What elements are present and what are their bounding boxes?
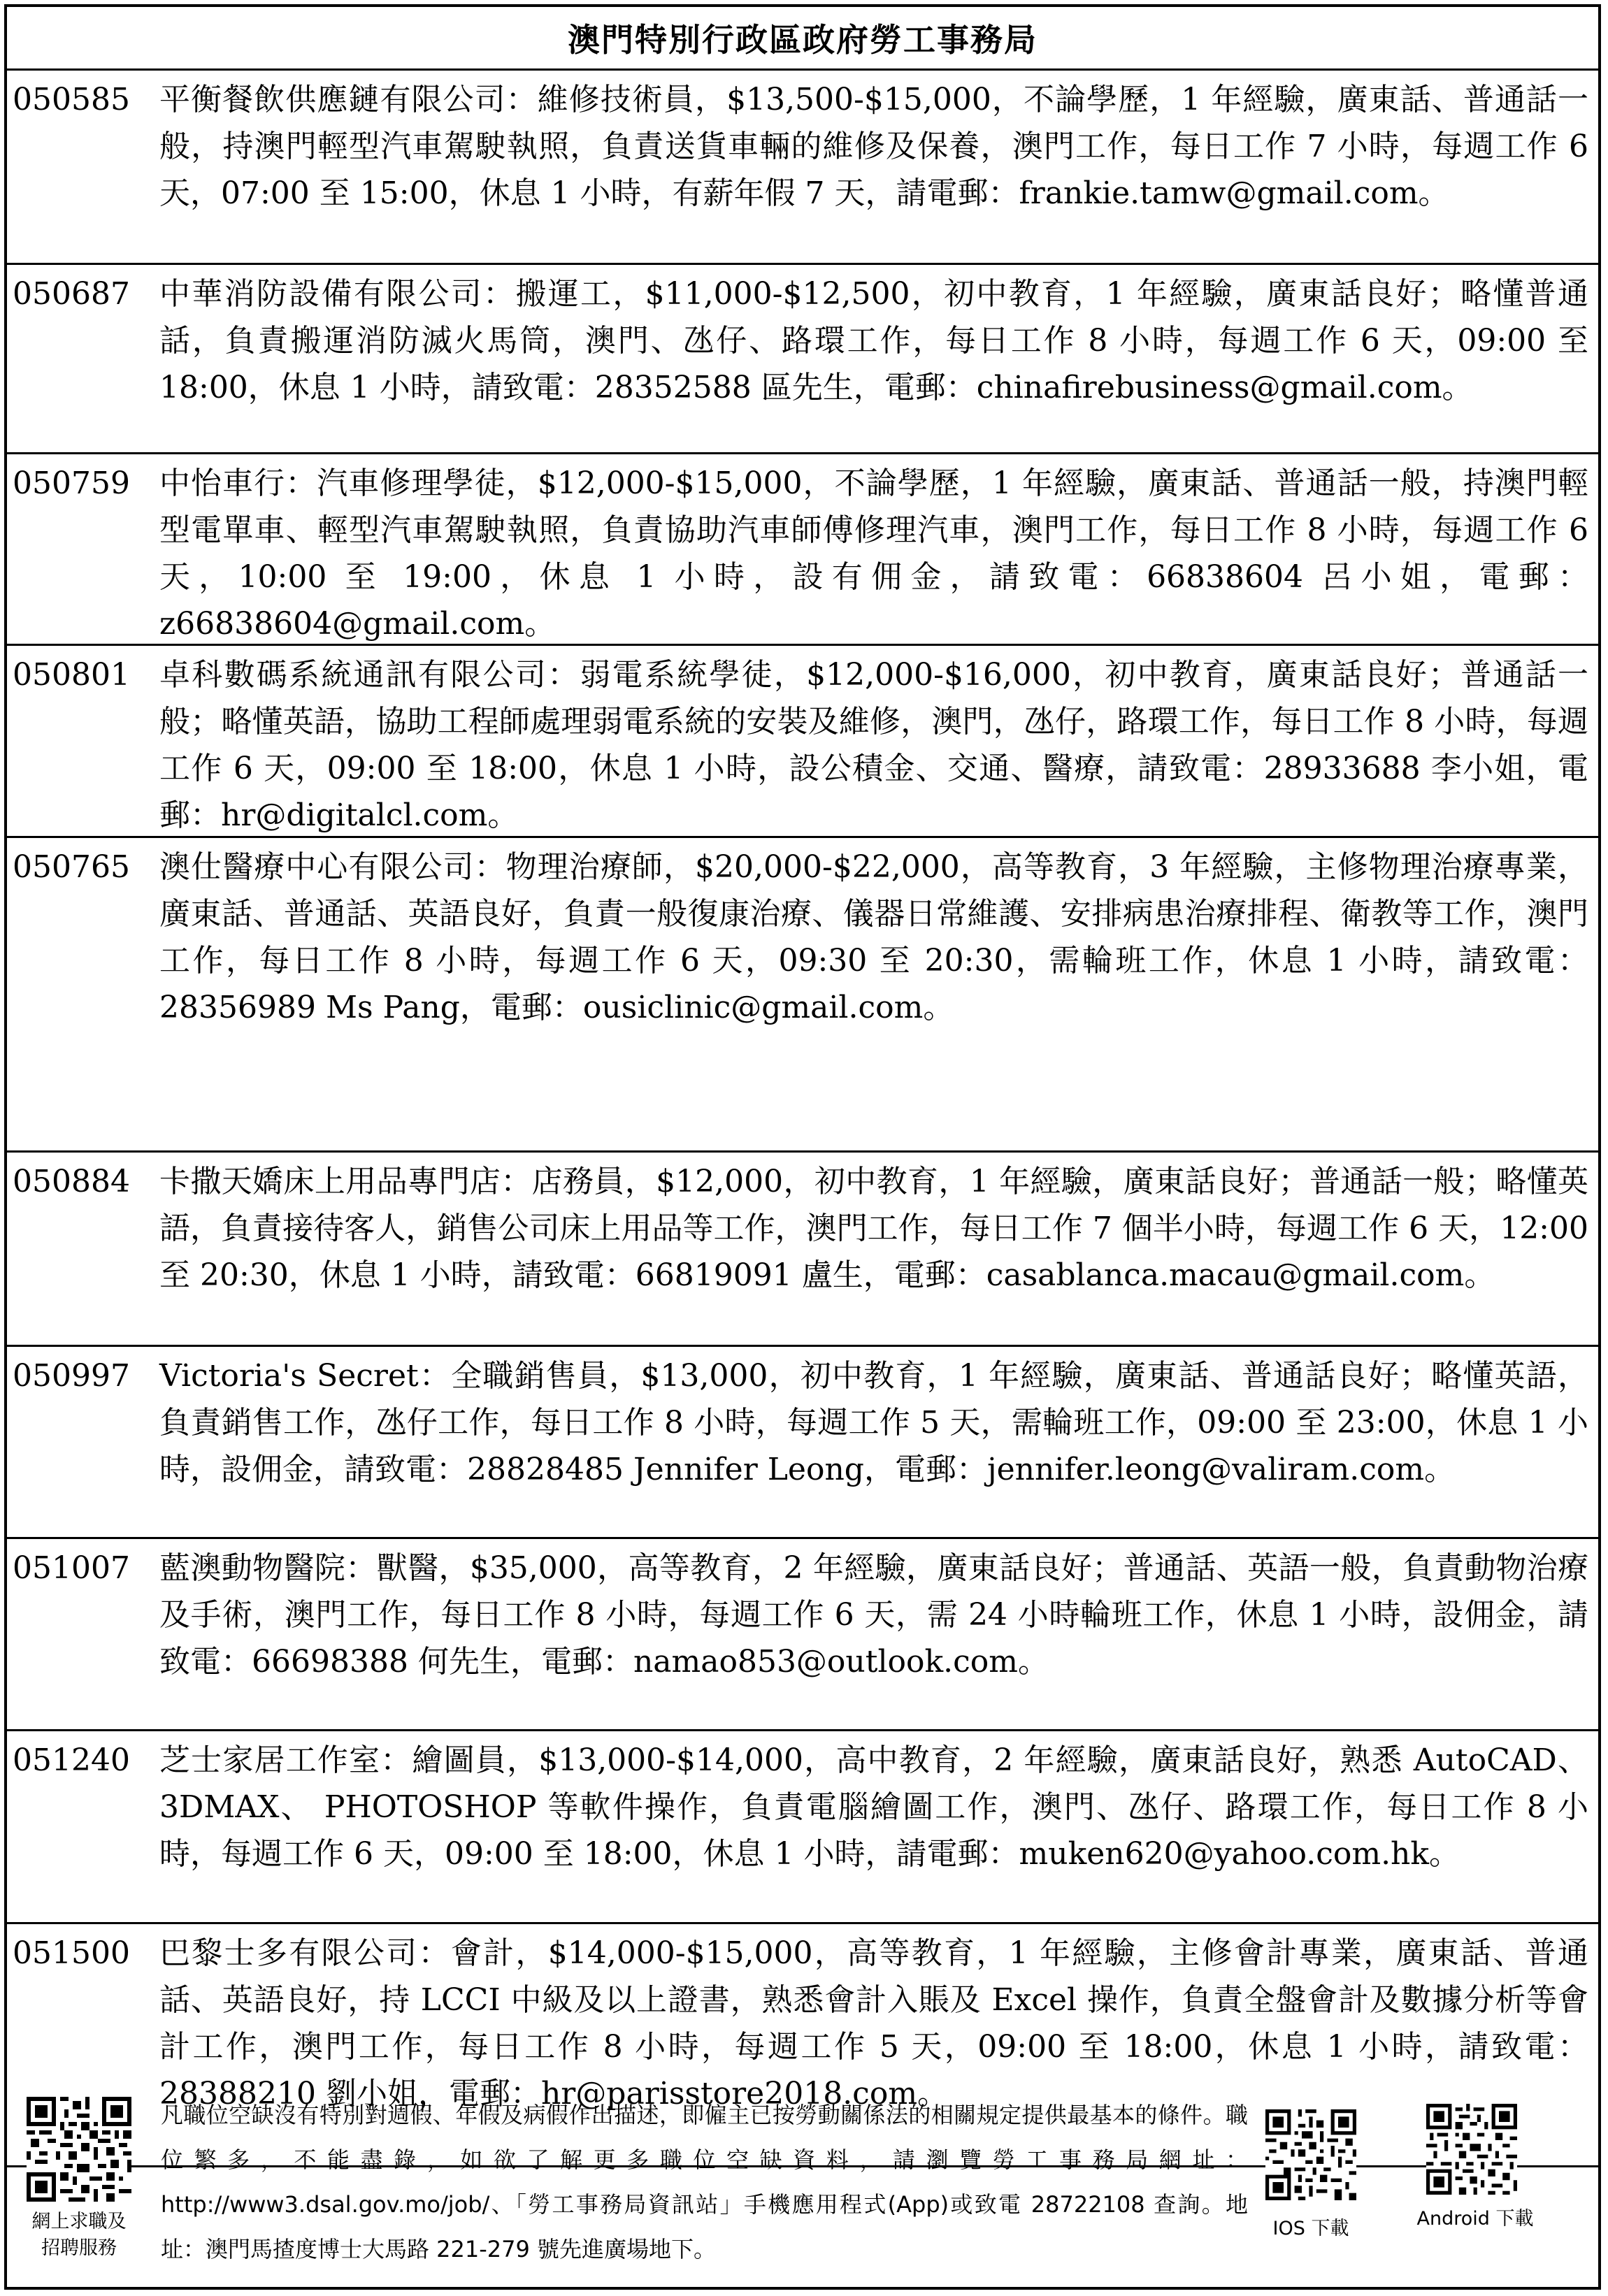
job-code: 050687 [13,276,130,312]
job-code: 051500 [13,1935,130,1971]
job-service-qr-label: 網上求職及 招聘服務 [31,2211,127,2259]
job-description: 中怡車行：汽車修理學徒，$12,000-$15,000，不論學歷，1 年經驗，廣東話、普通話一般，持澳門輕型電單車、輕型汽車駕駛執照，負責協助汽車師傅修理汽車，澳門工作，每日工作 8 小時，每週工作 6 天，10:00 至 19:00，休息 1 小時，設有佣金，請致電：66838604 呂小姐，電郵：z66838604@gmail.com。 [159,465,1588,642]
job-code: 050801 [13,657,130,693]
job-entry [7,1539,1598,1731]
ios-download-qr-code[interactable] [1265,2109,1356,2200]
job-code: 050884 [13,1164,130,1199]
job-entry [7,1347,1598,1539]
ios-download-label: IOS 下載 [1272,2218,1349,2239]
job-entry [7,646,1598,838]
job-entry [7,71,1598,265]
document-frame [4,4,1601,2290]
job-service-qr-code[interactable] [27,2097,131,2202]
android-download-qr-code[interactable] [1426,2104,1517,2195]
job-entry [7,1731,1598,1924]
job-description: 藍澳動物醫院：獸醫，$35,000，高等教育，2 年經驗，廣東話良好；普通話、英語一般，負責動物治療及手術，澳門工作，每日工作 8 小時，每週工作 6 天，需 24 小時輪班工作，休息 1 小時，設佣金，請致電：66698388 何先生，電郵：namao853@outlook.com。 [159,1550,1588,1680]
job-code: 050765 [13,849,130,885]
job-entry [7,265,1598,454]
qr-code-icon [27,2097,131,2202]
job-description: 中華消防設備有限公司：搬運工，$11,000-$12,500，初中教育，1 年經驗，廣東話良好；略懂普通話，負責搬運消防滅火馬筒，澳門、氹仔、路環工作，每日工作 8 小時，每週工作 6 天，09:00 至 18:00，休息 1 小時，請致電：28352588 區先生，電郵：chinafirebusiness@gmail.com。 [159,276,1588,405]
job-entry [7,1153,1598,1347]
job-list [7,71,1598,2111]
footer [7,2084,1598,2287]
job-description: 芝士家居工作室：繪圖員，$13,000-$14,000，高中教育，2 年經驗，廣東話良好，熟悉 AutoCAD、 3DMAX、 PHOTOSHOP 等軟件操作，負責電腦繪圖工作，澳門、氹仔、路環工作，每日工作 8 小時，每週工作 6 天，09:00 至 18:00，休息 1 小時，請電郵：muken620@yahoo.com.hk。 [159,1742,1588,1872]
footer-notice: 凡職位空缺沒有特別對週假、年假及病假作出描述，即僱主已按勞動關係法的相關規定提供最基本的條件。職位繁多，不能盡錄，如欲了解更多職位空缺資料，請瀏覽勞工事務局網址：http://www3.dsal.gov.mo/job/、「勞工事務局資訊站」手機應用程式(App)或致電 28722108 查詢。地址：澳門馬揸度博士大馬路 221-279 號先進廣場地下。 [161,2102,1248,2262]
job-entry [7,838,1598,1153]
qr-code-icon [1426,2104,1517,2195]
job-description: 巴黎士多有限公司：會計，$14,000-$15,000，高等教育，1 年經驗，主修會計專業，廣東話、普通話、英語良好，持 LCCI 中級及以上證書，熟悉會計入賬及 Excel 操作，負責全盤會計及數據分析等會計工作，澳門工作，每日工作 8 小時，每週工作 5 天，09:00 至 18:00，休息 1 小時，請致電：28388210 劉小姐，電郵：hr@parisstore2018.com。 [159,1935,1588,2111]
android-download-label: Android 下載 [1416,2208,1534,2230]
job-description: 平衡餐飲供應鏈有限公司：維修技術員，$13,500-$15,000，不論學歷，1 年經驗，廣東話、普通話一般，持澳門輕型汽車駕駛執照，負責送貨車輛的維修及保養，澳門工作，每日工作 7 小時，每週工作 6 天，07:00 至 15:00，休息 1 小時，有薪年假 7 天，請電郵：frankie.tamw@gmail.com。 [159,82,1588,211]
job-description: 澳仕醫療中心有限公司：物理治療師，$20,000-$22,000，高等教育，3 年經驗，主修物理治療專業，廣東話、普通話、英語良好，負責一般復康治療、儀器日常維護、安排病患治療排程、衛教等工作，澳門工作，每日工作 8 小時，每週工作 6 天，09:30 至 20:30，需輪班工作，休息 1 小時，請致電：28356989 Ms Pang，電郵：ousiclinic@gmail.com。 [159,849,1588,1025]
job-description: 卡撒天嬌床上用品專門店：店務員，$12,000，初中教育，1 年經驗，廣東話良好；普通話一般；略懂英語，負責接待客人，銷售公司床上用品等工作，澳門工作，每日工作 7 個半小時，每週工作 6 天，12:00 至 20:30，休息 1 小時，請致電：66819091 盧生，電郵：casablanca.macau@gmail.com。 [159,1164,1588,1293]
qr-code-icon [1265,2109,1356,2200]
job-code: 051007 [13,1550,130,1586]
job-code: 050759 [13,465,130,501]
job-code: 050997 [13,1358,130,1394]
job-code: 051240 [13,1742,130,1778]
job-code: 050585 [13,82,130,117]
header [7,7,1598,71]
job-entry [7,454,1598,646]
job-description: Victoria's Secret：全職銷售員，$13,000，初中教育，1 年經驗，廣東話、普通話良好；略懂英語，負責銷售工作，氹仔工作，每日工作 8 小時，每週工作 5 天，需輪班工作，09:00 至 23:00，休息 1 小時，設佣金，請致電：28828485 Jennifer Leong，電郵：jennifer.leong@valiram.com。 [159,1358,1588,1487]
page-title: 澳門特別行政區政府勞工事務局 [568,21,1038,59]
job-description: 卓科數碼系統通訊有限公司：弱電系統學徒，$12,000-$16,000，初中教育，廣東話良好；普通話一般；略懂英語，協助工程師處理弱電系統的安裝及維修，澳門，氹仔，路環工作，每日工作 8 小時，每週工作 6 天，09:00 至 18:00，休息 1 小時，設公積金、交通、醫療，請致電：28933688 李小姐，電郵：hr@digitalcl.com。 [159,657,1588,833]
